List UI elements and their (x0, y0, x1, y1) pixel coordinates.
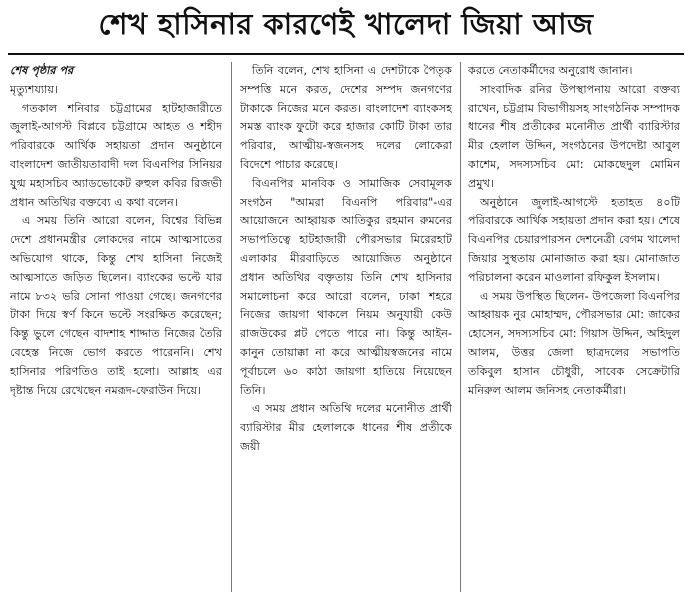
continuation-label: শেষ পৃষ্ঠার পর (10, 64, 74, 77)
paragraph: বিএনপির মানবিক ও সামাজিক সেবামূলক সংগঠন "আমরা বিএনপি পরিবার"-এর আয়োজনে আহ্বায়ক আতিকুর রহমান রুমনের সভাপতিত্বে হাটহাজারী পৌরসভার মিরেরহাট এলাকার মীরবাড়িতে আয়োজিত অনুষ্ঠানে প্রধান অতিথির বক্তৃতায় তিনি শেখ হাসিনার সমালোচনা করে আরো বলেন, ঢাকা শহরে নিজের জায়গা থাকলে নিয়ম অনুযায়ী কেউ রাজউকের প্লট পেতে পারে না। কিন্তু আইন-কানুন তোয়াক্কা না করে আত্মীয়স্বজনের নামে পূর্বাচলে ৬০ কাঠা জায়গা হাতিয়ে নিয়েছেন তিনি। (240, 176, 452, 397)
column-divider (460, 62, 461, 592)
paragraph: এ সময় তিনি আরো বলেন, বিশ্বের বিভিন্ন দেশে প্রধানমন্ত্রীর লোকদের নামে আত্মসাতের অভিযোগ থাকে, কিন্তু শেখ হাসিনা নিজেই আত্মসাতে জড়িত ছিলেন। ব্যাংকের ভল্টে যার নামে ৮৩২ ভরি সোনা পাওয়া গেছে। জনগণের টাকা দিয়ে স্বর্ণ কিনে ভল্টে সংরক্ষিত করেছেন; কিন্তু ভুলে গেছেন বাদশাহ শাদ্দাত নিজের তৈরি বেহেস্ত নিজে ভোগ করতে পারেননি। শেখ হাসিনার পরিণতিও তাই হলো। আল্লাহ এর দৃষ্টান্ত দিয়ে রেখেছেন নমরূদ-ফেরাউন দিয়ে। (10, 214, 222, 397)
paragraph: মৃত্যুশয্যায়। (10, 82, 58, 96)
paragraph: করতে নেতাকর্মীদের অনুরোধ জানান। (468, 64, 633, 77)
paragraph: সাংবাদিক রনির উপস্থাপনায় আরো বক্তব্য রাখেন, চট্টগ্রাম বিভাগীয়সহ সাংগঠনিক সম্পাদক ধানের শীষ প্রতীকের মনোনীত প্রার্থী ব্যারিস্টার মীর হেলাল উদ্দিন, সংগঠনের উপদেষ্টা আবুল কাশেম, সদস্যসচিব মো: মোকছেদুল মোমিন প্রমুখ। (468, 82, 680, 190)
headline-rule (8, 53, 684, 55)
paragraph: এ সময় প্রধান অতিথি দলের মনোনীত প্রার্থী ব্যারিস্টার মীর হেলালকে ধানের শীষ প্রতীকে জয়ী (240, 402, 452, 453)
article-column-3 (468, 62, 680, 594)
paragraph: তিনি বলেন, শেখ হাসিনা এ দেশটাকে পৈতৃক সম্পত্তি মনে করত, দেশের সম্পদ জনগণের টাকাকে নিজের মনে করত। বাংলাদেশ ব্যাংকসহ সমস্ত ব্যাংক ফুটো করে হাজার কোটি টাকা তার পরিবার, আত্মীয়-স্বজনসহ দলের লোকেরা বিদেশে পাচার করেছে। (240, 64, 452, 171)
paragraph: এ সময় উপস্থিত ছিলেন- উপজেলা বিএনপির আহ্বায়ক নুর মোহাম্মদ, পৌরসভার মো: জাকের হোসেন, সদস্যসচিব মো: গিয়াস উদ্দিন, অহিদুল আলম, উত্তর জেলা ছাত্রদলের সভাপতি তকিবুল হাসান চৌধুরী, সাবেক সেক্রেটারি মনিরুল আলম জনিসহ নেতাকর্মীরা। (468, 289, 680, 397)
paragraph: অনুষ্ঠানে জুলাই-আগস্টে হতাহত ৪০টি পরিবারকে আর্থিক সহায়তা প্রদান করা হয়। শেষে বিএনপির চেয়ারপারসন দেশনেত্রী বেগম খালেদা জিয়ার সুস্থতায় মোনাজাত করা হয়। মোনাজাত পরিচালনা করেন মাওলানা রফিকুল ইসলাম। (468, 195, 680, 284)
article-column-1 (10, 62, 222, 594)
article-column-2 (240, 62, 452, 594)
paragraph: গতকাল শনিবার চট্টগ্রামের হাটহাজারীতে জুলাই-আগস্ট বিপ্লবে চট্টগ্রামে আহত ও শহীদ পরিবারকে আর্থিক সহায়তা প্রদান অনুষ্ঠানে বাংলাদেশ জাতীয়তাবাদী দল বিএনপির সিনিয়র যুগ্ম মহাসচিব অ্যাডভোকেট রুহুল কবির রিজভী প্রধান অতিথির বক্তব্যে এ কথা বলেন। (10, 101, 222, 209)
headline: শেখ হাসিনার কারণেই খালেদা জিয়া আজ (98, 6, 594, 41)
column-divider (231, 62, 232, 592)
